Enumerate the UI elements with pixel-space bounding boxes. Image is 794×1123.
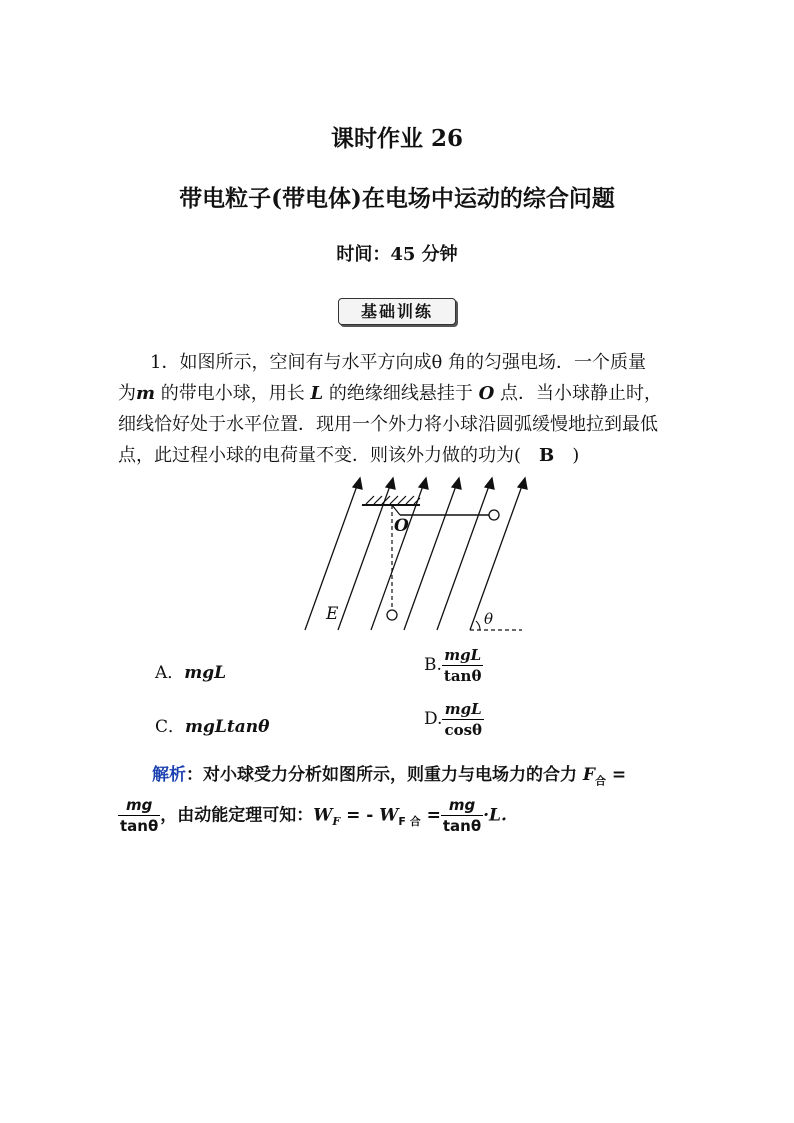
section-badge: 基础训练: [338, 298, 456, 325]
figure-electric-field: [300, 475, 540, 635]
label-theta: θ: [484, 610, 494, 628]
analysis-line-1: 解析：对小球受力分析如图所示，则重力与电场力的合力 $F_合$ =: [152, 765, 627, 788]
field-line: [437, 483, 490, 630]
thread-horizontal: [392, 505, 400, 515]
page-title: 课时作业 26: [330, 125, 463, 152]
analysis-label: 解析: [152, 765, 186, 785]
arrow-head: [353, 478, 362, 489]
option-c: C．mgLtanθ: [155, 717, 270, 737]
field-line: [470, 483, 523, 630]
page-subtitle: 带电粒子(带电体)在电场中运动的综合问题: [179, 185, 615, 212]
arrow-head: [518, 478, 527, 489]
arrow-head: [419, 478, 428, 489]
answer-choice: B: [539, 445, 555, 466]
question-line-3: 细线恰好处于水平位置．现用一个外力将小球沿圆弧缓慢地拉到最低: [118, 414, 658, 435]
option-a: A．mgL: [155, 663, 227, 683]
option-b: B. $\frac{\text{mgL}}{\tan\theta}$: [424, 646, 482, 685]
arrow-head: [485, 478, 494, 489]
angle-arc: [476, 621, 480, 630]
arrow-head: [452, 478, 461, 489]
ball-horizontal: [489, 510, 499, 520]
analysis-line-2: $\frac{mg}{\tan\theta}$ ，由动能定理可知：$W_F$ = - $W_{F 合}$ = $\frac{mg}{\tan\theta}$ ·L.: [120, 796, 507, 835]
arrow-head: [386, 478, 395, 489]
label-o: O: [394, 516, 409, 536]
question-line-4: 点，此过程小球的电荷量不变．则该外力做的功为( B ): [118, 445, 580, 466]
question-line-1: 1．如图所示，空间有与水平方向成θ 角的匀强电场．一个质量: [150, 352, 647, 373]
question-line-2: 为m 的带电小球，用长 L 的绝缘细线悬挂于 O 点．当小球静止时，: [118, 383, 663, 404]
ball-lowest: [387, 610, 397, 620]
label-e: E: [326, 604, 339, 624]
time-limit: 时间：45 分钟: [336, 244, 458, 265]
ceiling: [362, 496, 420, 505]
option-d: D. $\frac{\text{mgL}}{\cos\theta}$: [424, 700, 483, 739]
